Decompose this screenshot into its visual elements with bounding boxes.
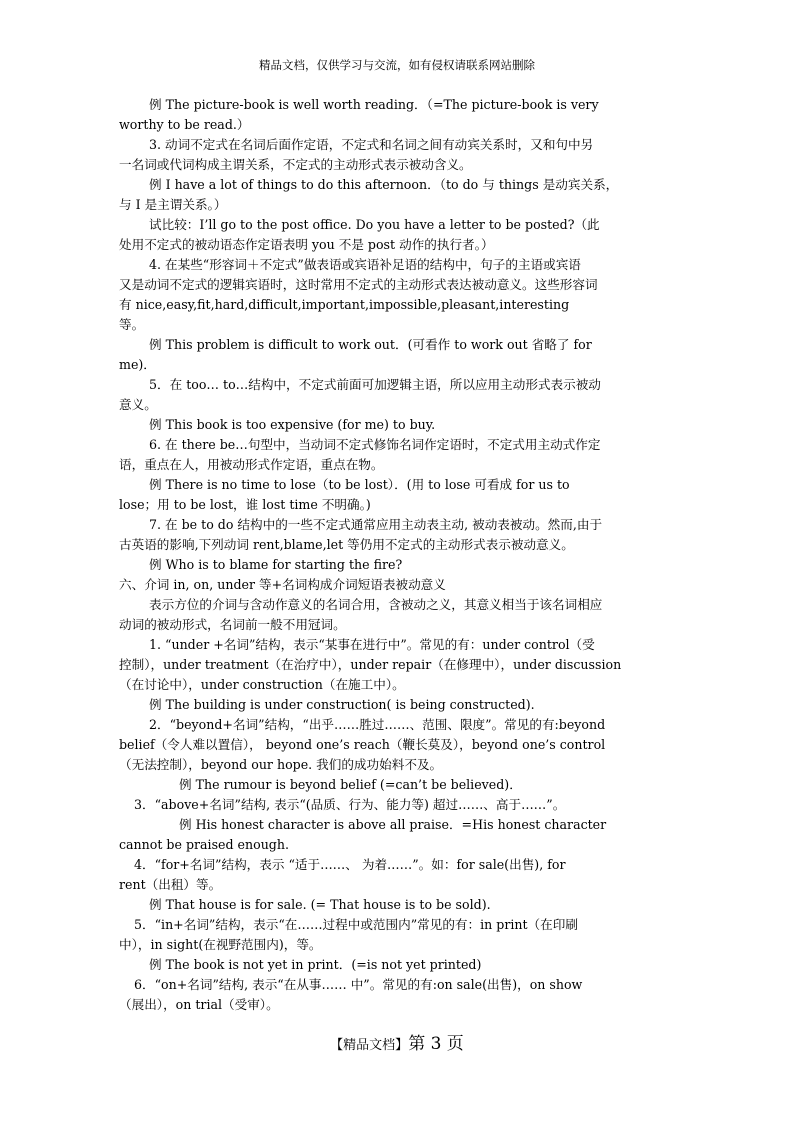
text-line: 动词的被动形式，名词前一般不用冠词。 — [119, 617, 346, 632]
text-line: 例 Who is to blame for starting the fire? — [149, 557, 403, 572]
text-line: 6．“on+名词”结构, 表示“在从事…… 中”。常见的有:on sale(出售)，on show — [134, 977, 583, 992]
text-line: 例 I have a lot of things to do this afternoon．（to do 与 things 是动宾关系， — [149, 177, 619, 192]
text-line: 例 There is no time to lose（to be lost）．(用 to lose 可看成 for us to — [149, 477, 570, 492]
text-line: 2．“beyond+名词”结构，“出乎……胜过……、范围、限度”。常见的有:beyond — [149, 717, 606, 732]
page-number: 第 3 页 — [408, 1034, 464, 1054]
text-line: 有 nice,easy,fit,hard,difficult,important,impossible,pleasant,interesting — [119, 297, 570, 312]
text-line: 例 This problem is difficult to work out．(可看作 to work out 省略了 for — [149, 337, 592, 352]
text-line: worthy to be read.） — [119, 117, 250, 132]
text-line: （在讨论中），under construction（在施工中）。 — [119, 677, 405, 692]
text-line: 6. 在 there be…句型中，当动词不定式修饰名词作定语时，不定式用主动式作定 — [149, 437, 601, 452]
text-line: 处用不定式的被动语态作定语表明 you 不是 post 动作的执行者。） — [119, 237, 494, 252]
text-line: 例 The picture-book is well worth reading．（=The picture-book is very — [149, 97, 599, 112]
text-line: （无法控制），beyond our hope. 我们的成功始料不及。 — [119, 757, 443, 772]
text-line: lose；用 to be lost，谁 lost time 不明确。) — [119, 497, 371, 512]
text-line: 等。 — [119, 317, 145, 332]
text-line: 5．在 too… to…结构中，不定式前面可加逻辑主语，所以应用主动形式表示被动 — [149, 377, 601, 392]
text-line: （展出），on trial（受审）。 — [119, 997, 279, 1012]
section-heading: 六、介词 in, on, under 等+名词构成介词短语表被动意义 — [119, 577, 446, 592]
page-footer — [0, 1033, 794, 1057]
text-line: cannot be praised enough. — [119, 837, 289, 852]
text-line: 4. 在某些“形容词＋不定式”做表语或宾语补足语的结构中，句子的主语或宾语 — [149, 257, 581, 272]
text-line: me)． — [119, 357, 156, 372]
text-line: 例 That house is for sale. (= That house is to be sold). — [149, 897, 491, 912]
text-line: 5．“in+名词”结构，表示“在……过程中或范围内”常见的有：in print（在印刷 — [134, 917, 578, 932]
text-line: belief（令人难以置信）， beyond one’s reach（鞭长莫及），beyond one’s control — [119, 737, 606, 752]
text-line: 3. 动词不定式在名词后面作定语，不定式和名词之间有动宾关系时，又和句中另 — [149, 137, 594, 152]
text-line: 意义。 — [119, 397, 157, 412]
text-line: 又是动词不定式的逻辑宾语时，这时常用不定式的主动形式表达被动意义。这些形容词 — [119, 277, 598, 292]
text-line: 与 I 是主谓关系。） — [119, 197, 227, 212]
text-line: 4．“for+名词”结构，表示 “适于……、 为着……”。如：for sale(出售), for — [134, 857, 566, 872]
text-line: 一名词或代词构成主谓关系，不定式的主动形式表示被动含义。 — [119, 157, 472, 172]
text-line: rent（出租）等。 — [119, 877, 222, 892]
text-line: 1. “under +名词”结构，表示“某事在进行中”。常见的有：under control（受 — [149, 637, 595, 652]
text-line: 表示方位的介词与含动作意义的名词合用，含被动之义，其意义相当于该名词相应 — [149, 597, 603, 612]
text-line: 中），in sight(在视野范围内)，等。 — [119, 937, 322, 952]
text-line: 7. 在 be to do 结构中的一些不定式通常应用主动表主动, 被动表被动。然而,由于 — [149, 517, 603, 532]
text-line: 例 This book is too expensive (for me) to buy. — [149, 417, 436, 432]
text-line: 例 The building is under construction( is being constructed). — [149, 697, 535, 712]
footer-tag: 【精品文档】 — [330, 1038, 409, 1053]
text-line: 试比较：I’ll go to the post office. Do you have a letter to be posted?（此 — [149, 217, 600, 232]
text-line: 古英语的影响,下列动词 rent,blame,let 等仍用不定式的主动形式表示被动意义。 — [119, 537, 574, 552]
text-line: 例 His honest character is above all praise．=His honest character — [179, 817, 607, 832]
text-line: 例 The book is not yet in print．(=is not yet printed) — [149, 957, 482, 972]
document-body — [119, 95, 699, 1015]
text-line: 控制），under treatment（在治疗中），under repair（在修理中），under discussion — [119, 657, 622, 672]
text-line: 3．“above+名词”结构, 表示“(品质、行为、能力等) 超过……、高于……”。 — [134, 797, 566, 812]
text-line: 例 The rumour is beyond belief (=can’t be believed)． — [179, 777, 522, 792]
page-header: 精品文档，仅供学习与交流，如有侵权请联系网站删除 — [259, 58, 535, 72]
text-line: 语，重点在人，用被动形式作定语，重点在物。 — [119, 457, 384, 472]
